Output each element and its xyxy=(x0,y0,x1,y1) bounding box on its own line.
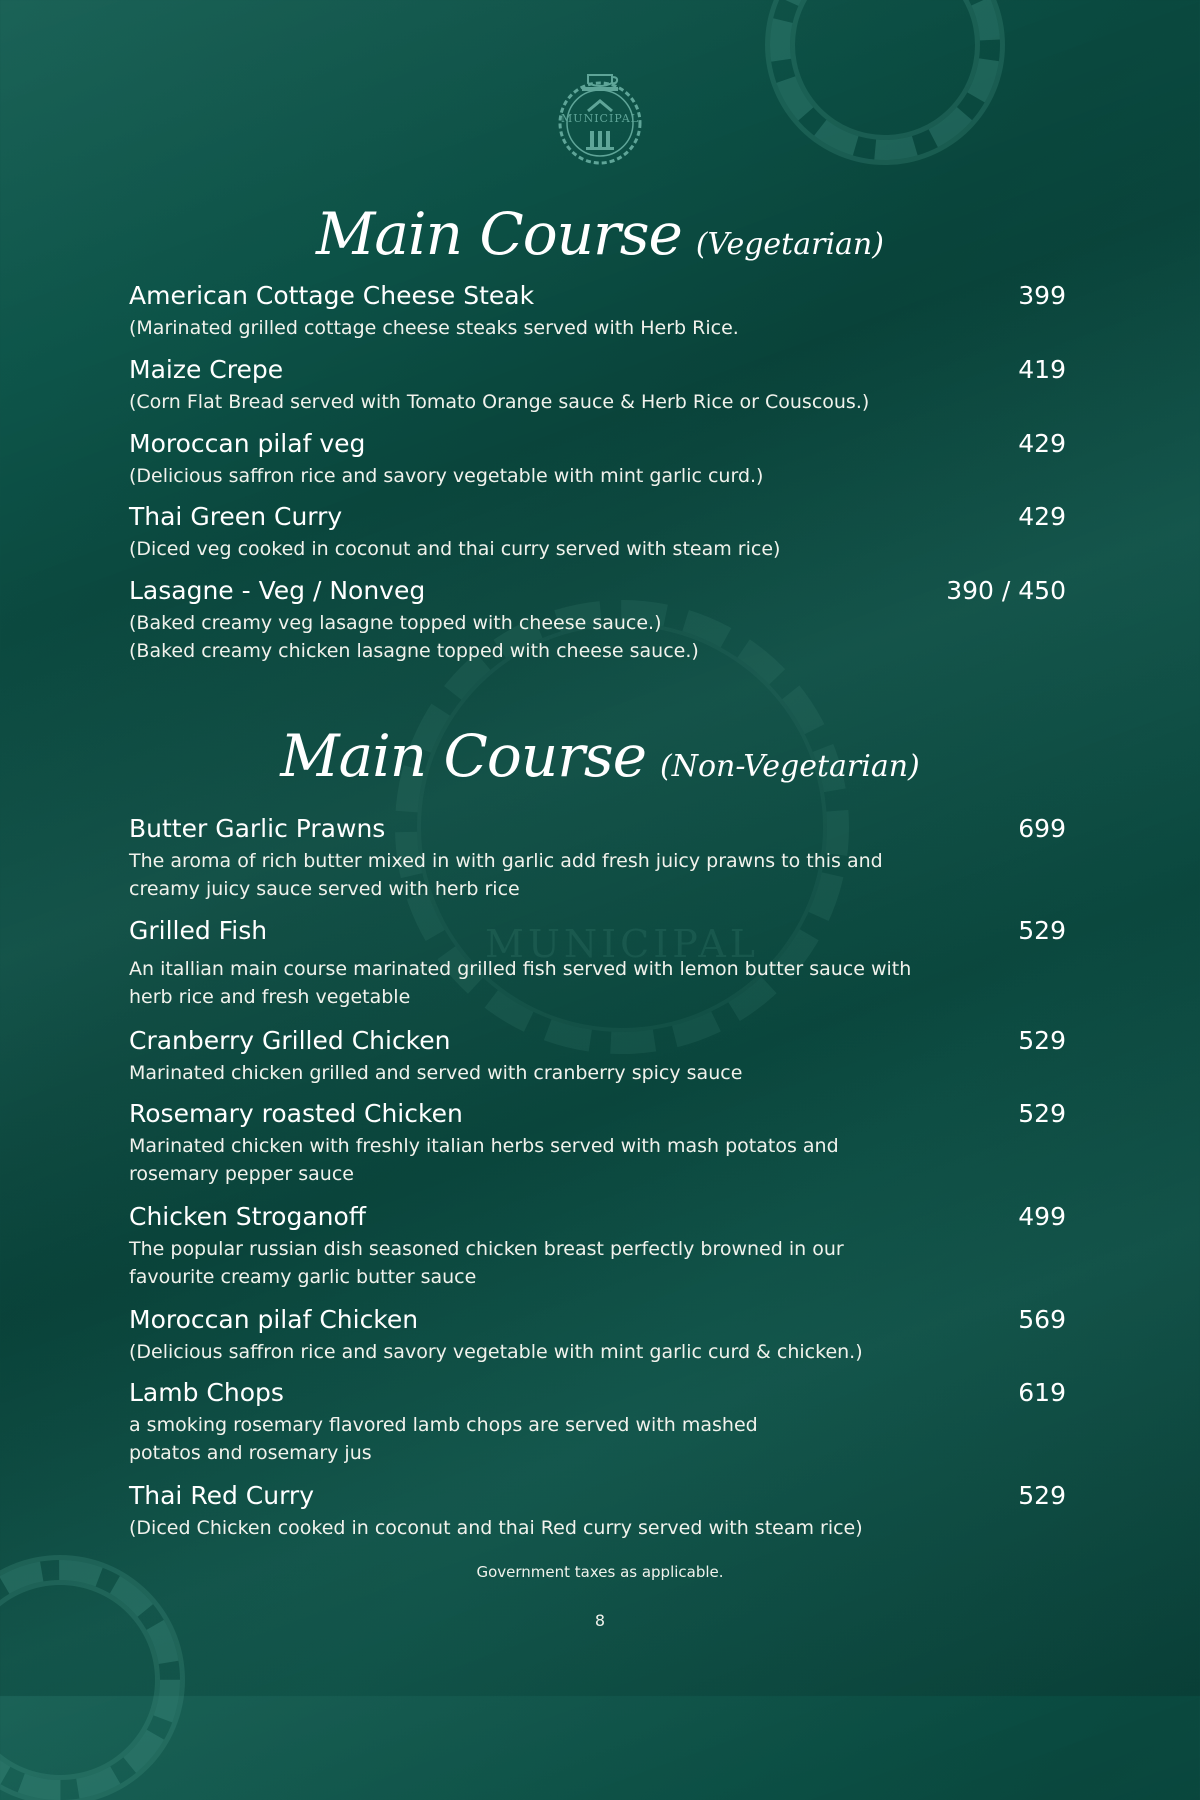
item-name: Lasagne - Veg / Nonveg xyxy=(129,576,426,605)
item-description: Marinated chicken with freshly italian herbs served with mash potatos and xyxy=(129,1135,839,1157)
item-name: Rosemary roasted Chicken xyxy=(129,1099,463,1128)
item-description-line-2: creamy juicy sauce served with herb rice xyxy=(129,878,520,900)
item-price: 529 xyxy=(1018,1026,1066,1055)
item-description: The aroma of rich butter mixed in with garlic add fresh juicy prawns to this and xyxy=(129,850,883,872)
page-number: 8 xyxy=(594,1611,606,1630)
item-description: (Corn Flat Bread served with Tomato Orange sauce & Herb Rice or Couscous.) xyxy=(129,391,870,413)
item-name: Chicken Stroganoff xyxy=(129,1202,366,1231)
item-price: 529 xyxy=(1018,1481,1066,1510)
menu-item xyxy=(129,1304,1066,1366)
menu-item xyxy=(129,280,1066,342)
item-price: 529 xyxy=(1018,916,1066,945)
item-description: (Baked creamy veg lasagne topped with cheese sauce.) xyxy=(129,612,662,634)
item-price: 529 xyxy=(1018,1099,1066,1128)
menu-item xyxy=(129,1377,1066,1467)
item-description-line-2: favourite creamy garlic butter sauce xyxy=(129,1266,477,1288)
menu-item xyxy=(129,1098,1066,1188)
item-name: Butter Garlic Prawns xyxy=(129,814,386,843)
item-price: 569 xyxy=(1018,1305,1066,1334)
municipal-logo-icon xyxy=(548,65,652,169)
item-description-line-2: rosemary pepper sauce xyxy=(129,1163,354,1185)
section-title-main: Main Course xyxy=(280,722,647,790)
item-description: a smoking rosemary flavored lamb chops are served with mashed xyxy=(129,1414,758,1436)
item-description-line-2: potatos and rosemary jus xyxy=(129,1442,372,1464)
item-description: (Delicious saffron rice and savory vegetable with mint garlic curd.) xyxy=(129,465,764,487)
item-description: Marinated chicken grilled and served with cranberry spicy sauce xyxy=(129,1062,743,1084)
item-name: American Cottage Cheese Steak xyxy=(129,281,535,310)
item-name: Maize Crepe xyxy=(129,355,284,384)
item-price: 619 xyxy=(1018,1378,1066,1407)
item-description: The popular russian dish seasoned chicken breast perfectly browned in our xyxy=(129,1238,844,1260)
section-title-sub: (Non-Vegetarian) xyxy=(660,749,920,784)
menu-item xyxy=(129,1025,1066,1087)
menu-item xyxy=(129,1480,1066,1542)
watermark-text: MUNICIPAL xyxy=(484,922,760,966)
tax-note: Government taxes as applicable. xyxy=(476,1563,724,1581)
menu-item xyxy=(129,428,1066,490)
item-description: An itallian main course marinated grilled fish served with lemon butter sauce with xyxy=(129,958,912,980)
item-name: Cranberry Grilled Chicken xyxy=(129,1026,451,1055)
item-price: 399 xyxy=(1018,281,1066,310)
item-description: (Marinated grilled cottage cheese steaks served with Herb Rice. xyxy=(129,317,739,339)
item-name: Moroccan pilaf veg xyxy=(129,429,366,458)
item-description: (Delicious saffron rice and savory vegetable with mint garlic curd & chicken.) xyxy=(129,1341,863,1363)
greek-key-ring-ornament-icon xyxy=(770,0,1000,160)
item-price: 499 xyxy=(1018,1202,1066,1231)
menu-item xyxy=(129,813,1066,903)
section-title-non-vegetarian xyxy=(0,722,1200,790)
menu-item xyxy=(129,1201,1066,1291)
item-name: Moroccan pilaf Chicken xyxy=(129,1305,419,1334)
item-price: 699 xyxy=(1018,814,1066,843)
menu-item xyxy=(129,915,1066,1011)
item-price: 419 xyxy=(1018,355,1066,384)
item-name: Lamb Chops xyxy=(129,1378,284,1407)
item-price: 429 xyxy=(1018,429,1066,458)
item-name: Grilled Fish xyxy=(129,916,268,945)
greek-key-ring-ornament-icon xyxy=(0,1560,180,1800)
section-title-main: Main Course xyxy=(316,200,682,268)
section-title-sub: (Vegetarian) xyxy=(695,227,884,262)
section-title-vegetarian xyxy=(0,200,1200,268)
item-price: 390 / 450 xyxy=(946,576,1066,605)
item-description-line-2: herb rice and fresh vegetable xyxy=(129,986,411,1008)
item-name: Thai Red Curry xyxy=(129,1481,314,1510)
item-description-line-2: (Baked creamy chicken lasagne topped with cheese sauce.) xyxy=(129,640,699,662)
logo-text: MUNICIPAL xyxy=(561,112,639,125)
menu-item xyxy=(129,501,1066,563)
item-description: (Diced Chicken cooked in coconut and thai Red curry served with steam rice) xyxy=(129,1517,863,1539)
menu-item xyxy=(129,354,1066,416)
item-name: Thai Green Curry xyxy=(129,502,343,531)
menu-item xyxy=(129,575,1066,665)
item-description: (Diced veg cooked in coconut and thai curry served with steam rice) xyxy=(129,538,781,560)
item-price: 429 xyxy=(1018,502,1066,531)
